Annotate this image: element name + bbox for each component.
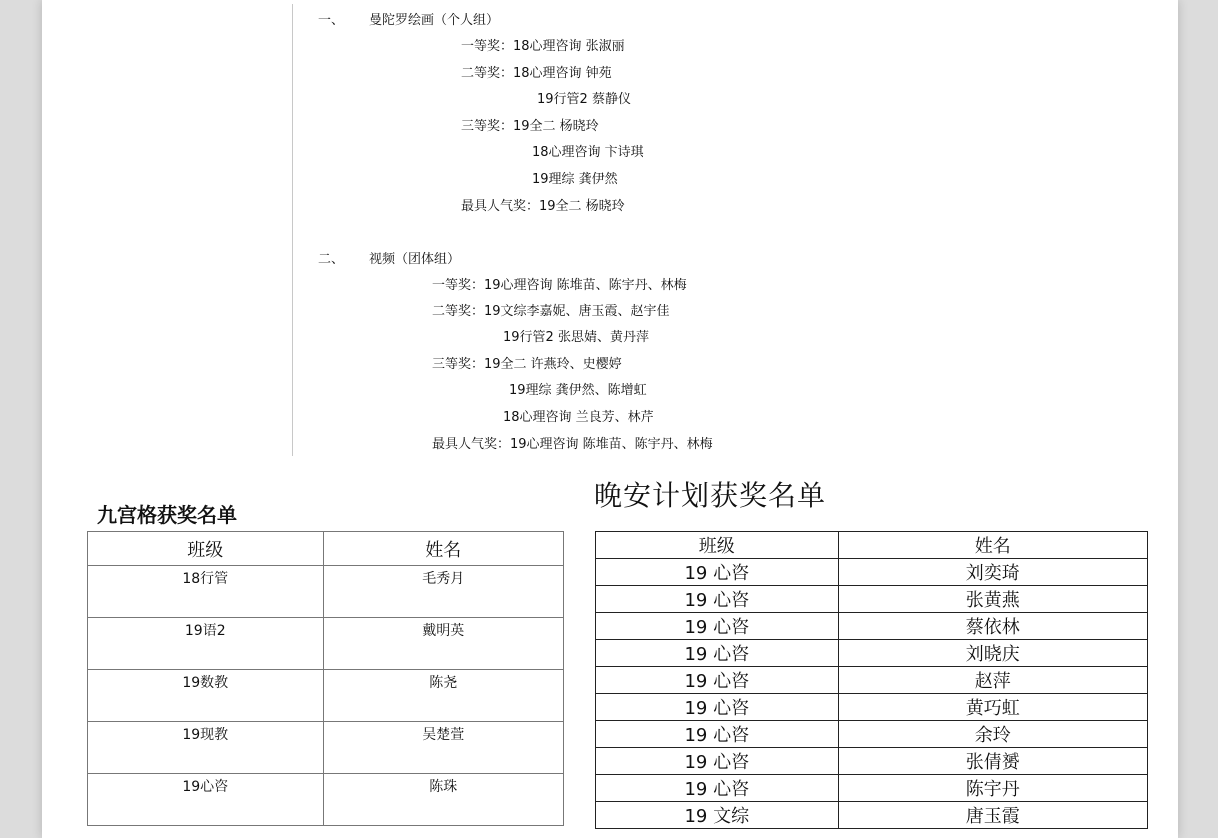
header-name: 姓名 — [838, 532, 1147, 559]
award-line: 最具人气奖：19全二 杨晓玲 — [461, 199, 625, 214]
cell-class: 19数教 — [88, 670, 324, 722]
table-row — [596, 694, 1148, 721]
margin-line — [292, 4, 293, 456]
cell-name: 赵萍 — [838, 667, 1147, 694]
cell-name: 陈珠 — [323, 774, 564, 826]
cell-class: 19 心咨 — [596, 721, 839, 748]
award-line: 三等奖：19全二 许燕玲、史樱婷 — [432, 357, 622, 372]
wanan-table — [595, 531, 1148, 829]
table-row — [88, 670, 564, 722]
cell-name: 刘奕琦 — [838, 559, 1147, 586]
cell-class: 19现教 — [88, 722, 324, 774]
cell-name: 张倩赟 — [838, 748, 1147, 775]
cell-class: 19语2 — [88, 618, 324, 670]
cell-class: 19 心咨 — [596, 694, 839, 721]
award-line: 二等奖：19文综李嘉妮、唐玉霞、赵宇佳 — [432, 304, 670, 319]
jiugongge-table — [87, 531, 564, 826]
award-line: 一等奖：19心理咨询 陈堆苗、陈宇丹、林梅 — [432, 278, 687, 293]
cell-name: 戴明英 — [323, 618, 564, 670]
table-row — [596, 802, 1148, 829]
award-line: 19理综 龚伊然 — [532, 172, 618, 187]
table-row — [596, 775, 1148, 802]
table-row — [88, 774, 564, 826]
header-class: 班级 — [88, 532, 324, 566]
award-line: 19理综 龚伊然、陈增虹 — [509, 383, 647, 398]
cell-class: 19 心咨 — [596, 640, 839, 667]
header-name: 姓名 — [323, 532, 564, 566]
cell-name: 张黄燕 — [838, 586, 1147, 613]
table-row — [596, 748, 1148, 775]
cell-name: 吴楚萱 — [323, 722, 564, 774]
cell-class: 19 心咨 — [596, 559, 839, 586]
cell-name: 蔡依林 — [838, 613, 1147, 640]
cell-name: 余玲 — [838, 721, 1147, 748]
table-row — [88, 722, 564, 774]
table-row — [88, 566, 564, 618]
cell-class: 19 心咨 — [596, 748, 839, 775]
award-line: 一等奖：18心理咨询 张淑丽 — [461, 39, 625, 54]
award-line: 三等奖：19全二 杨晓玲 — [461, 119, 599, 134]
table-header-row — [88, 532, 564, 566]
cell-class: 18行管 — [88, 566, 324, 618]
award-line: 18心理咨询 兰良芳、林芹 — [503, 410, 654, 425]
cell-name: 唐玉霞 — [838, 802, 1147, 829]
section1-number: 一、 — [318, 13, 345, 28]
table-row — [596, 559, 1148, 586]
award-line: 19行管2 张思婧、黄丹萍 — [503, 330, 649, 345]
award-line: 18心理咨询 卞诗琪 — [532, 145, 644, 160]
cell-name: 刘晓庆 — [838, 640, 1147, 667]
award-line: 最具人气奖：19心理咨询 陈堆苗、陈宇丹、林梅 — [432, 437, 713, 452]
section2-number: 二、 — [318, 252, 345, 267]
cell-name: 毛秀月 — [323, 566, 564, 618]
table-header-row — [596, 532, 1148, 559]
section2-heading: 视频（团体组） — [369, 252, 461, 267]
cell-name: 陈尧 — [323, 670, 564, 722]
award-line: 二等奖：18心理咨询 钟苑 — [461, 66, 612, 81]
cell-class: 19心咨 — [88, 774, 324, 826]
cell-class: 19 心咨 — [596, 586, 839, 613]
cell-class: 19 心咨 — [596, 613, 839, 640]
cell-name: 陈宇丹 — [838, 775, 1147, 802]
table-row — [596, 586, 1148, 613]
table-row — [596, 721, 1148, 748]
table-row — [596, 613, 1148, 640]
cell-class: 19 心咨 — [596, 775, 839, 802]
table-row — [88, 618, 564, 670]
header-class: 班级 — [596, 532, 839, 559]
table-row — [596, 640, 1148, 667]
cell-name: 黄巧虹 — [838, 694, 1147, 721]
section1-heading: 曼陀罗绘画（个人组） — [369, 13, 500, 28]
table-row — [596, 667, 1148, 694]
wanan-title: 晚安计划获奖名单 — [594, 479, 827, 512]
cell-class: 19 心咨 — [596, 667, 839, 694]
cell-class: 19 文综 — [596, 802, 839, 829]
award-line: 19行管2 蔡静仪 — [537, 92, 631, 107]
jiugongge-title: 九宫格获奖名单 — [97, 503, 237, 527]
